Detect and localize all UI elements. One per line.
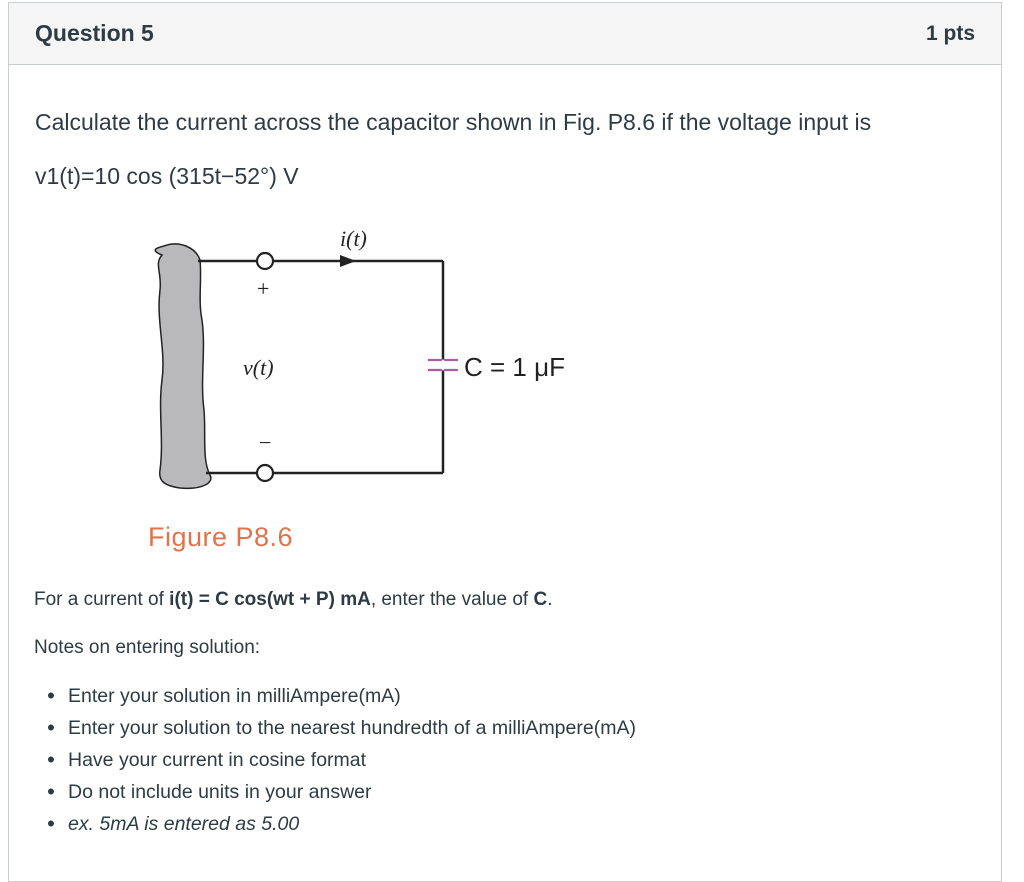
- instruction-prefix: For a current of: [34, 589, 170, 610]
- source-blob-icon: [155, 244, 211, 488]
- bullet-icon: •: [47, 683, 55, 708]
- circuit-figure: [140, 220, 600, 565]
- current-arrow-icon: [340, 255, 356, 267]
- plus-label: +: [257, 276, 270, 301]
- capacitor-icon: [428, 360, 458, 370]
- note-text: Enter your solution in milliAmpere(mA): [68, 685, 401, 707]
- list-item: [34, 716, 636, 748]
- list-item: [34, 684, 636, 716]
- question-body: [9, 109, 1001, 190]
- capacitor-label: C = 1 μF: [464, 352, 565, 382]
- bullet-icon: •: [47, 811, 55, 836]
- instruction-variable: C: [533, 589, 548, 610]
- bottom-terminal-icon: [257, 465, 273, 481]
- notes-list: [34, 684, 636, 844]
- notes-title: Notes on entering solution:: [34, 637, 261, 658]
- figure-caption: Figure P8.6: [148, 522, 294, 552]
- list-item: [34, 780, 636, 812]
- note-text: Enter your solution to the nearest hundredth of a milliAmpere(mA): [68, 717, 636, 739]
- bullet-icon: •: [47, 715, 55, 740]
- voltage-label: v(t): [243, 355, 274, 380]
- instruction-suffix: .: [547, 589, 553, 610]
- circuit-wires: [198, 261, 443, 473]
- note-text: ex. 5mA is entered as 5.00: [68, 813, 300, 835]
- top-terminal-icon: [257, 253, 273, 269]
- current-label: i(t): [340, 226, 367, 251]
- bullet-icon: •: [47, 747, 55, 772]
- question-title: Question 5: [35, 20, 154, 46]
- instruction-middle: , enter the value of: [370, 589, 534, 610]
- list-item: [34, 748, 636, 780]
- question-points: 1 pts: [925, 21, 975, 45]
- minus-label: −: [259, 430, 272, 455]
- answer-instruction: [34, 588, 553, 612]
- question-prompt: Calculate the current across the capacitor shown in Fig. P8.6 if the voltage input is: [35, 109, 872, 135]
- note-text: Have your current in cosine format: [68, 749, 367, 771]
- bullet-icon: •: [47, 779, 55, 804]
- voltage-expression: v1(t)=10 cos (315t−52°) V: [35, 163, 299, 189]
- list-item: [34, 812, 636, 844]
- instruction-formula: i(t) = C cos(wt + P) mA: [169, 589, 371, 610]
- question-header: [9, 3, 1001, 65]
- note-text: Do not include units in your answer: [68, 781, 372, 803]
